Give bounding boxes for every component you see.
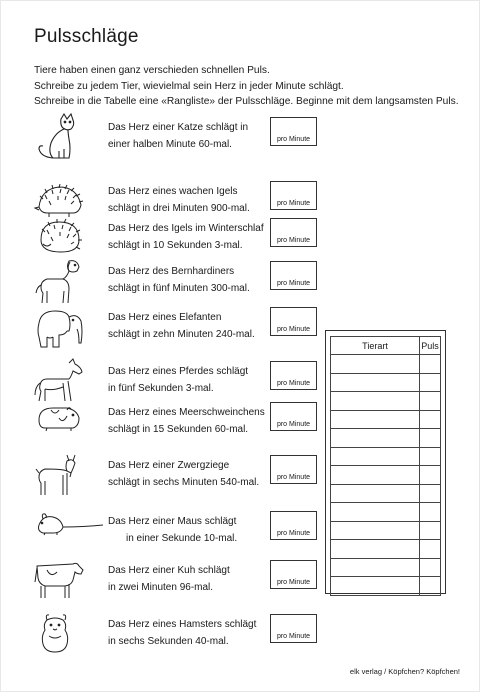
- page-title: Pulsschläge: [34, 26, 139, 47]
- pulse-cell[interactable]: [420, 355, 441, 374]
- column-header-pulse: Puls: [420, 337, 441, 355]
- pulse-cell[interactable]: [420, 484, 441, 503]
- exercise-item-elephant: [0, 303, 330, 351]
- exercise-text: Das Herz eines Meerschweinchens schlägt in 15 Sekunden 60-mal.: [108, 407, 265, 435]
- table-row: [331, 355, 441, 374]
- answer-box[interactable]: pro Minute: [270, 511, 317, 540]
- pulse-cell[interactable]: [420, 503, 441, 522]
- animal-cell[interactable]: [331, 355, 420, 374]
- answer-box[interactable]: pro Minute: [270, 261, 317, 290]
- pulse-cell[interactable]: [420, 373, 441, 392]
- answer-box[interactable]: pro Minute: [270, 181, 317, 210]
- animal-cell[interactable]: [331, 540, 420, 559]
- pulse-cell[interactable]: [420, 410, 441, 429]
- instruction-line: Tiere haben einen ganz verschieden schnellen Puls.: [34, 65, 270, 76]
- table-row: [331, 521, 441, 540]
- elephant-icon: [33, 303, 85, 351]
- exercise-text: Das Herz eines Hamsters schlägt in sechs Sekunden 40-mal.: [108, 619, 257, 647]
- table-row: [331, 540, 441, 559]
- animal-cell[interactable]: [331, 558, 420, 577]
- exercise-item-guinea-pig: [0, 398, 330, 446]
- instruction-line: Schreibe zu jedem Tier, wievielmal sein Herz in jeder Minute schlägt.: [34, 80, 344, 92]
- animal-cell[interactable]: [331, 410, 420, 429]
- answer-box[interactable]: pro Minute: [270, 455, 317, 484]
- pulse-cell[interactable]: [420, 558, 441, 577]
- dog-icon: [33, 257, 85, 305]
- animal-cell[interactable]: [331, 447, 420, 466]
- answer-box[interactable]: pro Minute: [270, 307, 317, 336]
- guinea-pig-icon: [33, 398, 85, 446]
- animal-cell[interactable]: [331, 392, 420, 411]
- table-row: [331, 558, 441, 577]
- exercise-text: Das Herz des Igels im Winterschlaf schlägt in 10 Sekunden 3-mal.: [108, 223, 264, 251]
- mouse-icon: [33, 507, 85, 555]
- animal-cell[interactable]: [331, 521, 420, 540]
- answer-box[interactable]: pro Minute: [270, 402, 317, 431]
- pulse-cell[interactable]: [420, 466, 441, 485]
- pulse-cell[interactable]: [420, 429, 441, 448]
- exercise-item-hamster: [0, 610, 330, 658]
- column-header-animal: Tierart: [331, 337, 420, 355]
- answer-box[interactable]: pro Minute: [270, 218, 317, 247]
- table-row: [331, 373, 441, 392]
- animal-cell[interactable]: [331, 429, 420, 448]
- cow-icon: [33, 556, 85, 604]
- instructions: [34, 63, 464, 110]
- answer-box[interactable]: pro Minute: [270, 361, 317, 390]
- exercise-text: Das Herz eines Elefanten schlägt in zehn Minuten 240-mal.: [108, 312, 255, 340]
- table-row: [331, 410, 441, 429]
- exercise-item-cow: [0, 556, 330, 604]
- publisher-credit: elk verlag / Köpfchen? Köpfchen!: [349, 667, 460, 676]
- exercise-item-dog: [0, 257, 330, 305]
- exercise-text: Das Herz des Bernhardiners schlägt in fünf Minuten 300-mal.: [108, 266, 250, 294]
- exercise-item-goat: [0, 451, 330, 499]
- animal-cell[interactable]: [331, 373, 420, 392]
- pulse-cell[interactable]: [420, 447, 441, 466]
- cat-icon: [33, 113, 85, 161]
- hamster-icon: [33, 610, 85, 658]
- hedgehog-icon: [33, 214, 85, 262]
- goat-icon: [33, 451, 85, 499]
- exercise-item-hedgehog-hibernating: [0, 214, 330, 262]
- table-row: [331, 447, 441, 466]
- table-row: [331, 429, 441, 448]
- pulse-cell[interactable]: [420, 392, 441, 411]
- table-row: [331, 503, 441, 522]
- exercise-text: Das Herz einer Maus schlägt in einer Sekunde 10-mal.: [108, 516, 238, 544]
- instruction-line: Schreibe in die Tabelle eine «Rangliste» der Pulsschläge. Beginne mit dem langsamsten Puls.: [34, 96, 459, 108]
- animal-cell[interactable]: [331, 577, 420, 596]
- ranking-table: [325, 330, 446, 594]
- table-row: [331, 392, 441, 411]
- pulse-cell[interactable]: [420, 540, 441, 559]
- answer-box[interactable]: pro Minute: [270, 117, 317, 146]
- exercise-item-cat: [0, 113, 330, 161]
- table-row: [331, 466, 441, 485]
- exercise-text: Das Herz einer Zwergziege schlägt in sechs Minuten 540-mal.: [108, 460, 260, 488]
- table-row: [331, 484, 441, 503]
- table-row: [331, 577, 441, 596]
- animal-cell[interactable]: [331, 503, 420, 522]
- pulse-cell[interactable]: [420, 577, 441, 596]
- exercise-item-mouse: [0, 507, 330, 555]
- ranking-grid: [330, 336, 441, 596]
- answer-box[interactable]: pro Minute: [270, 614, 317, 643]
- animal-cell[interactable]: [331, 484, 420, 503]
- pulse-cell[interactable]: [420, 521, 441, 540]
- exercise-text: Das Herz eines wachen Igels schlägt in drei Minuten 900-mal.: [108, 186, 250, 214]
- answer-box[interactable]: pro Minute: [270, 560, 317, 589]
- exercise-text: Das Herz einer Katze schlägt in einer halben Minute 60-mal.: [108, 122, 249, 150]
- exercise-text: Das Herz einer Kuh schlägt in zwei Minuten 96-mal.: [108, 565, 230, 593]
- animal-cell[interactable]: [331, 466, 420, 485]
- exercise-text: Das Herz eines Pferdes schlägt in fünf Sekunden 3-mal.: [108, 366, 249, 394]
